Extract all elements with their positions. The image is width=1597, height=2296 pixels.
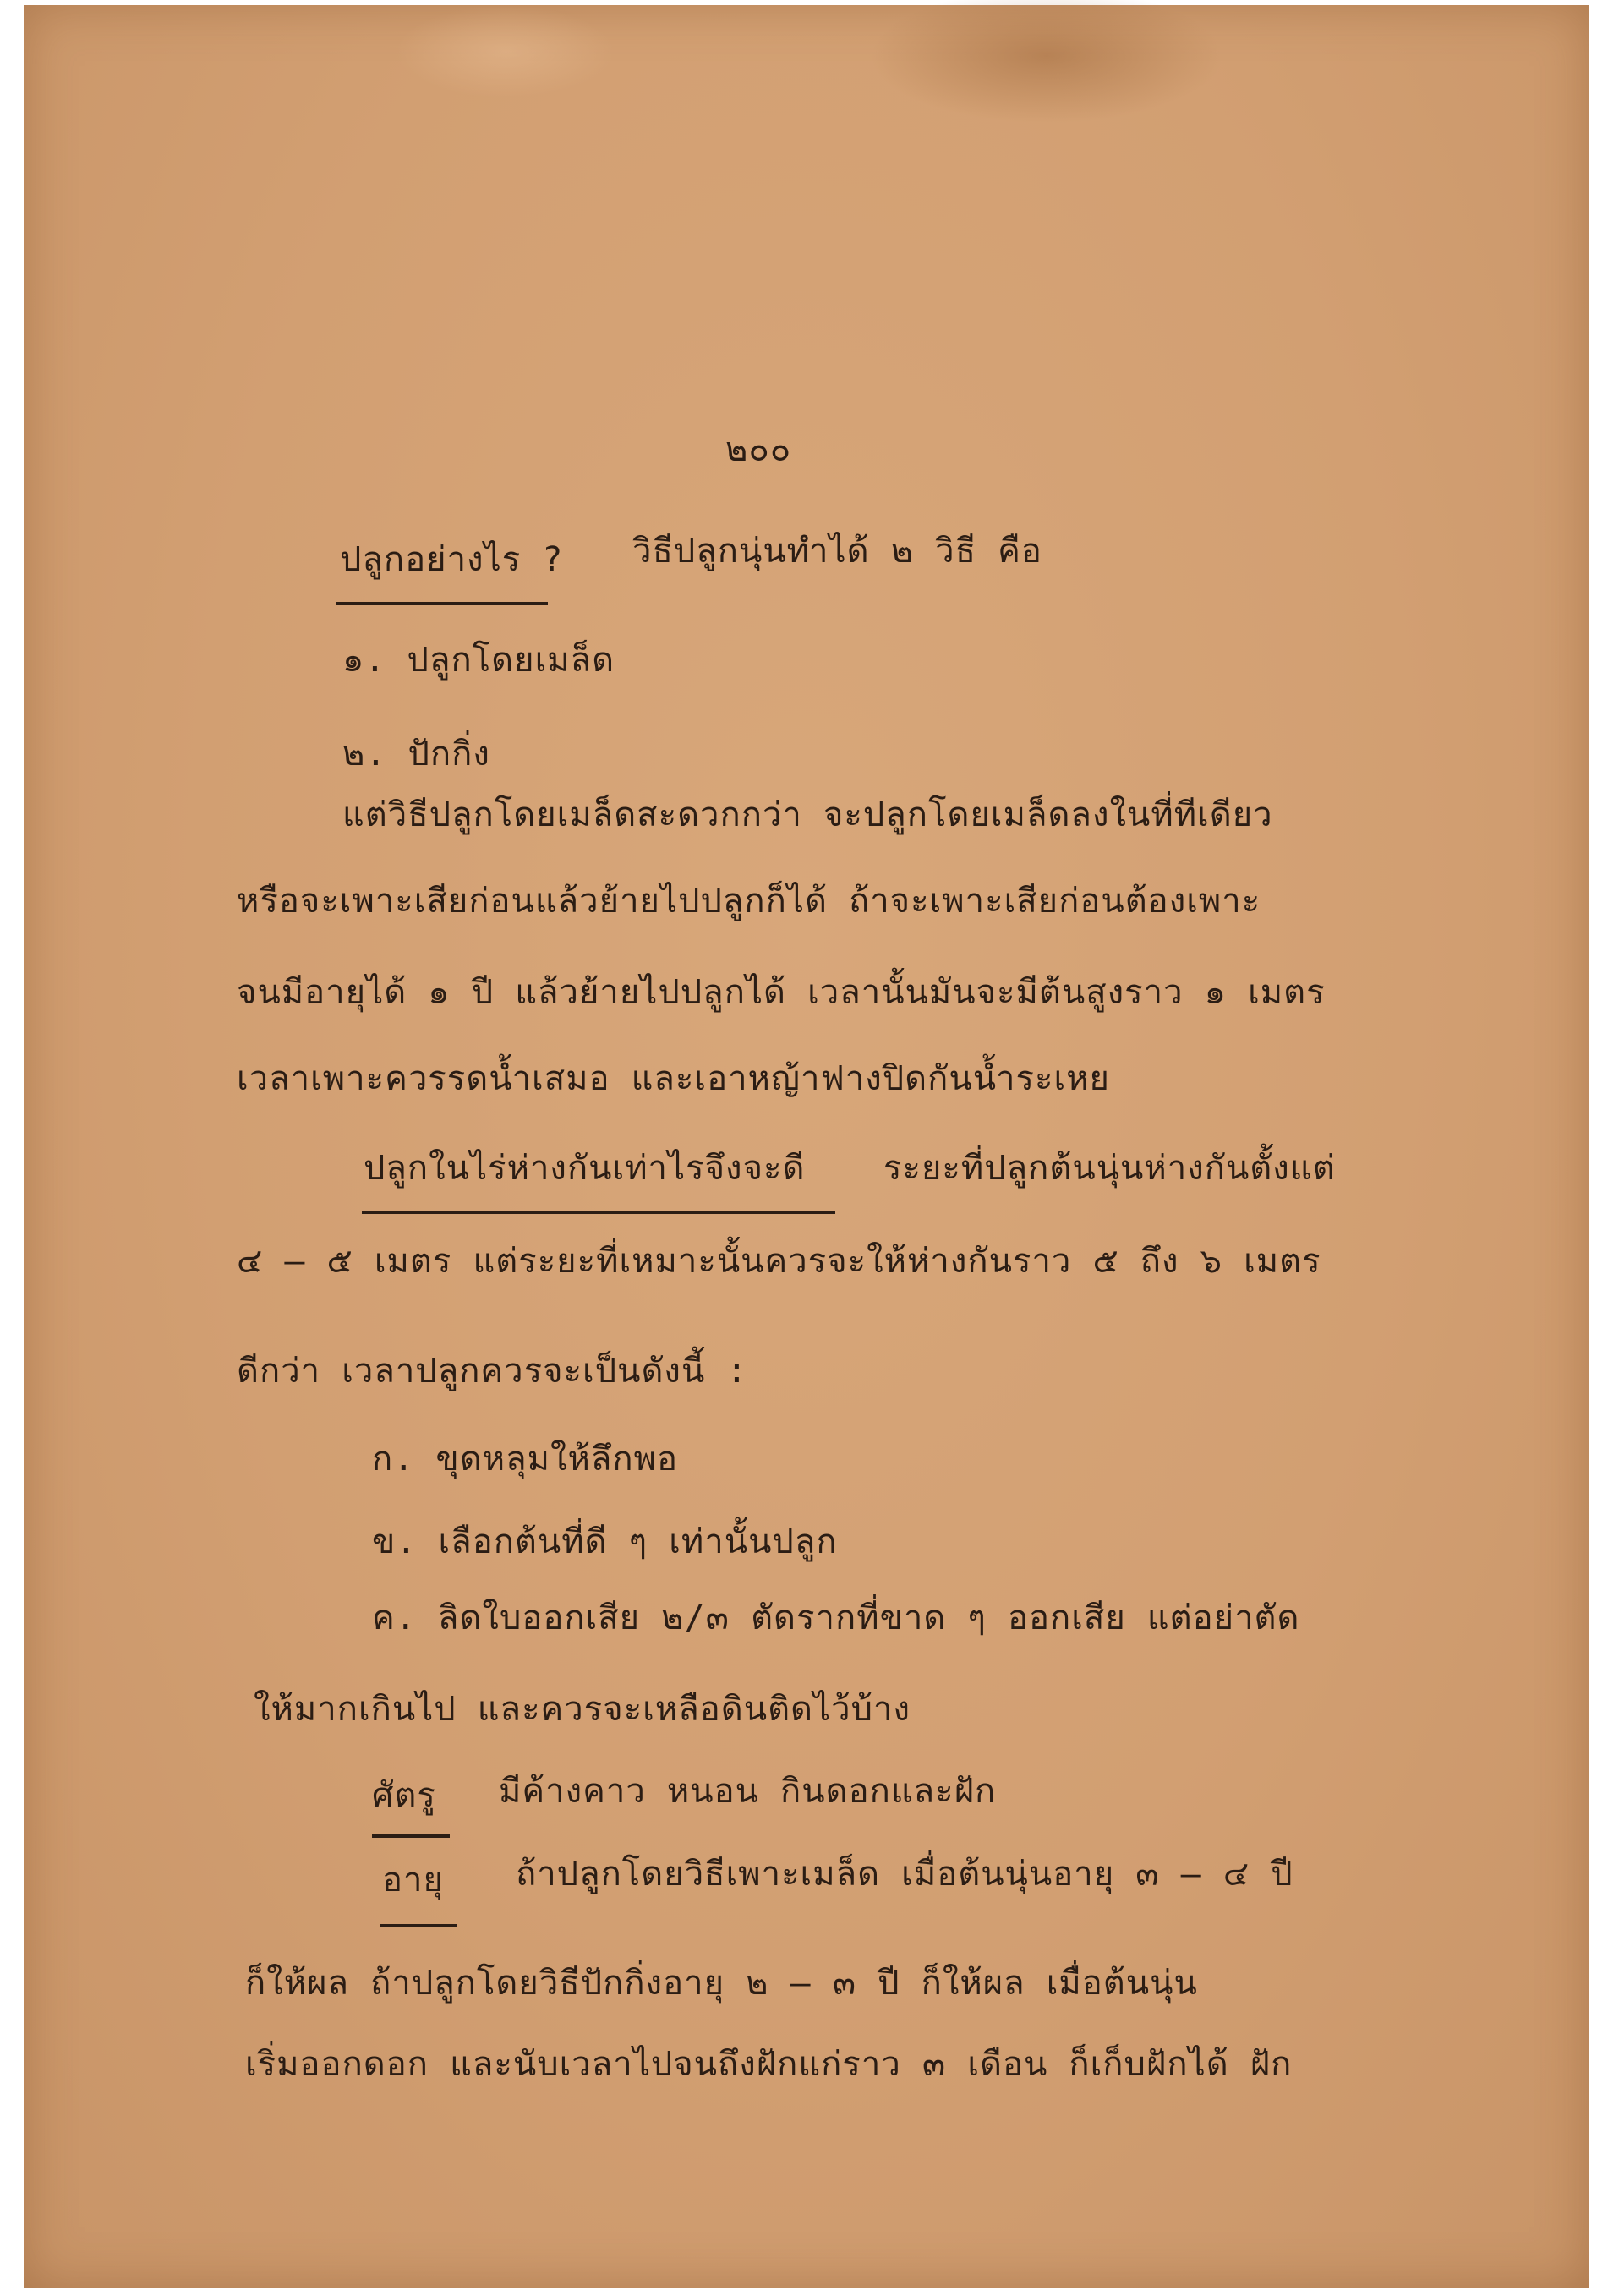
list-item-step-3: ค. ลิดใบออกเสีย ๒/๓ ตัดรากที่ขาด ๆ ออกเสีย แต่อย่าตัด xyxy=(372,1599,1300,1637)
list-item-method-1: ๑. ปลูกโดยเมล็ด xyxy=(342,641,615,680)
list-item-step-1: ก. ขุดหลุมให้ลึกพอ xyxy=(372,1440,678,1479)
age-text: ถ้าปลูกโดยวิธีเพาะเมล็ด เมื่อต้นนุ่นอายุ ๓ – ๔ ปี xyxy=(516,1855,1293,1894)
paragraph-line: หรือจะเพาะเสียก่อนแล้วย้ายไปปลูกก็ได้ ถ้าจะเพาะเสียก่อนต้องเพาะ xyxy=(237,882,1261,921)
heading-underline xyxy=(372,1834,450,1838)
heading-text: ระยะที่ปลูกต้นนุ่นห่างกันตั้งแต่ xyxy=(883,1149,1336,1188)
enemies-text: มีค้างคาว หนอน กินดอกและฝัก xyxy=(499,1772,997,1811)
paragraph-line: ก็ให้ผล ถ้าปลูกโดยวิธีปักกิ่งอายุ ๒ – ๓ ปี ก็ให้ผล เมื่อต้นนุ่น xyxy=(245,1964,1198,2003)
section-heading-spacing: ปลูกในไร่ห่างกันเท่าไรจึงจะดี xyxy=(364,1149,806,1188)
paper-stain xyxy=(869,0,1224,123)
heading-underline xyxy=(336,602,548,605)
paragraph-line: แต่วิธีปลูกโดยเมล็ดสะดวกกว่า จะปลูกโดยเมล็ดลงในที่ทีเดียว xyxy=(342,795,1273,834)
heading-underline xyxy=(362,1211,835,1214)
paragraph-line: ๔ – ๕ เมตร แต่ระยะที่เหมาะนั้นควรจะให้ห่างกันราว ๕ ถึง ๖ เมตร xyxy=(237,1242,1321,1281)
label-age: อายุ xyxy=(382,1861,444,1900)
list-item-step-2: ข. เลือกต้นที่ดี ๆ เท่านั้นปลูก xyxy=(372,1522,838,1561)
list-item-method-2: ๒. ปักกิ่ง xyxy=(342,735,490,774)
paper-stain xyxy=(396,5,615,98)
paragraph-line: จนมีอายุได้ ๑ ปี แล้วย้ายไปปลูกได้ เวลานั้นมันจะมีต้นสูงราว ๑ เมตร xyxy=(237,973,1326,1012)
label-enemies: ศัตรู xyxy=(372,1776,436,1815)
heading-text: วิธีปลูกนุ่นทำได้ ๒ วิธี คือ xyxy=(632,532,1042,571)
paragraph-line: ดีกว่า เวลาปลูกควรจะเป็นดังนี้ : xyxy=(237,1352,748,1391)
section-heading-planting: ปลูกอย่างไร ? xyxy=(340,540,564,579)
paper-page xyxy=(24,5,1589,2288)
heading-underline xyxy=(380,1924,457,1927)
paragraph-line: ให้มากเกินไป และควรจะเหลือดินติดไว้บ้าง xyxy=(254,1690,911,1729)
paragraph-line: เริ่มออกดอก และนับเวลาไปจนถึงฝักแก่ราว ๓ เดือน ก็เก็บฝักได้ ฝัก xyxy=(245,2045,1293,2084)
paragraph-line: เวลาเพาะควรรดน้ำเสมอ และเอาหญ้าฟางปิดกันน้ำระเหย xyxy=(237,1059,1110,1098)
page-number: ๒๐๐ xyxy=(725,430,792,469)
